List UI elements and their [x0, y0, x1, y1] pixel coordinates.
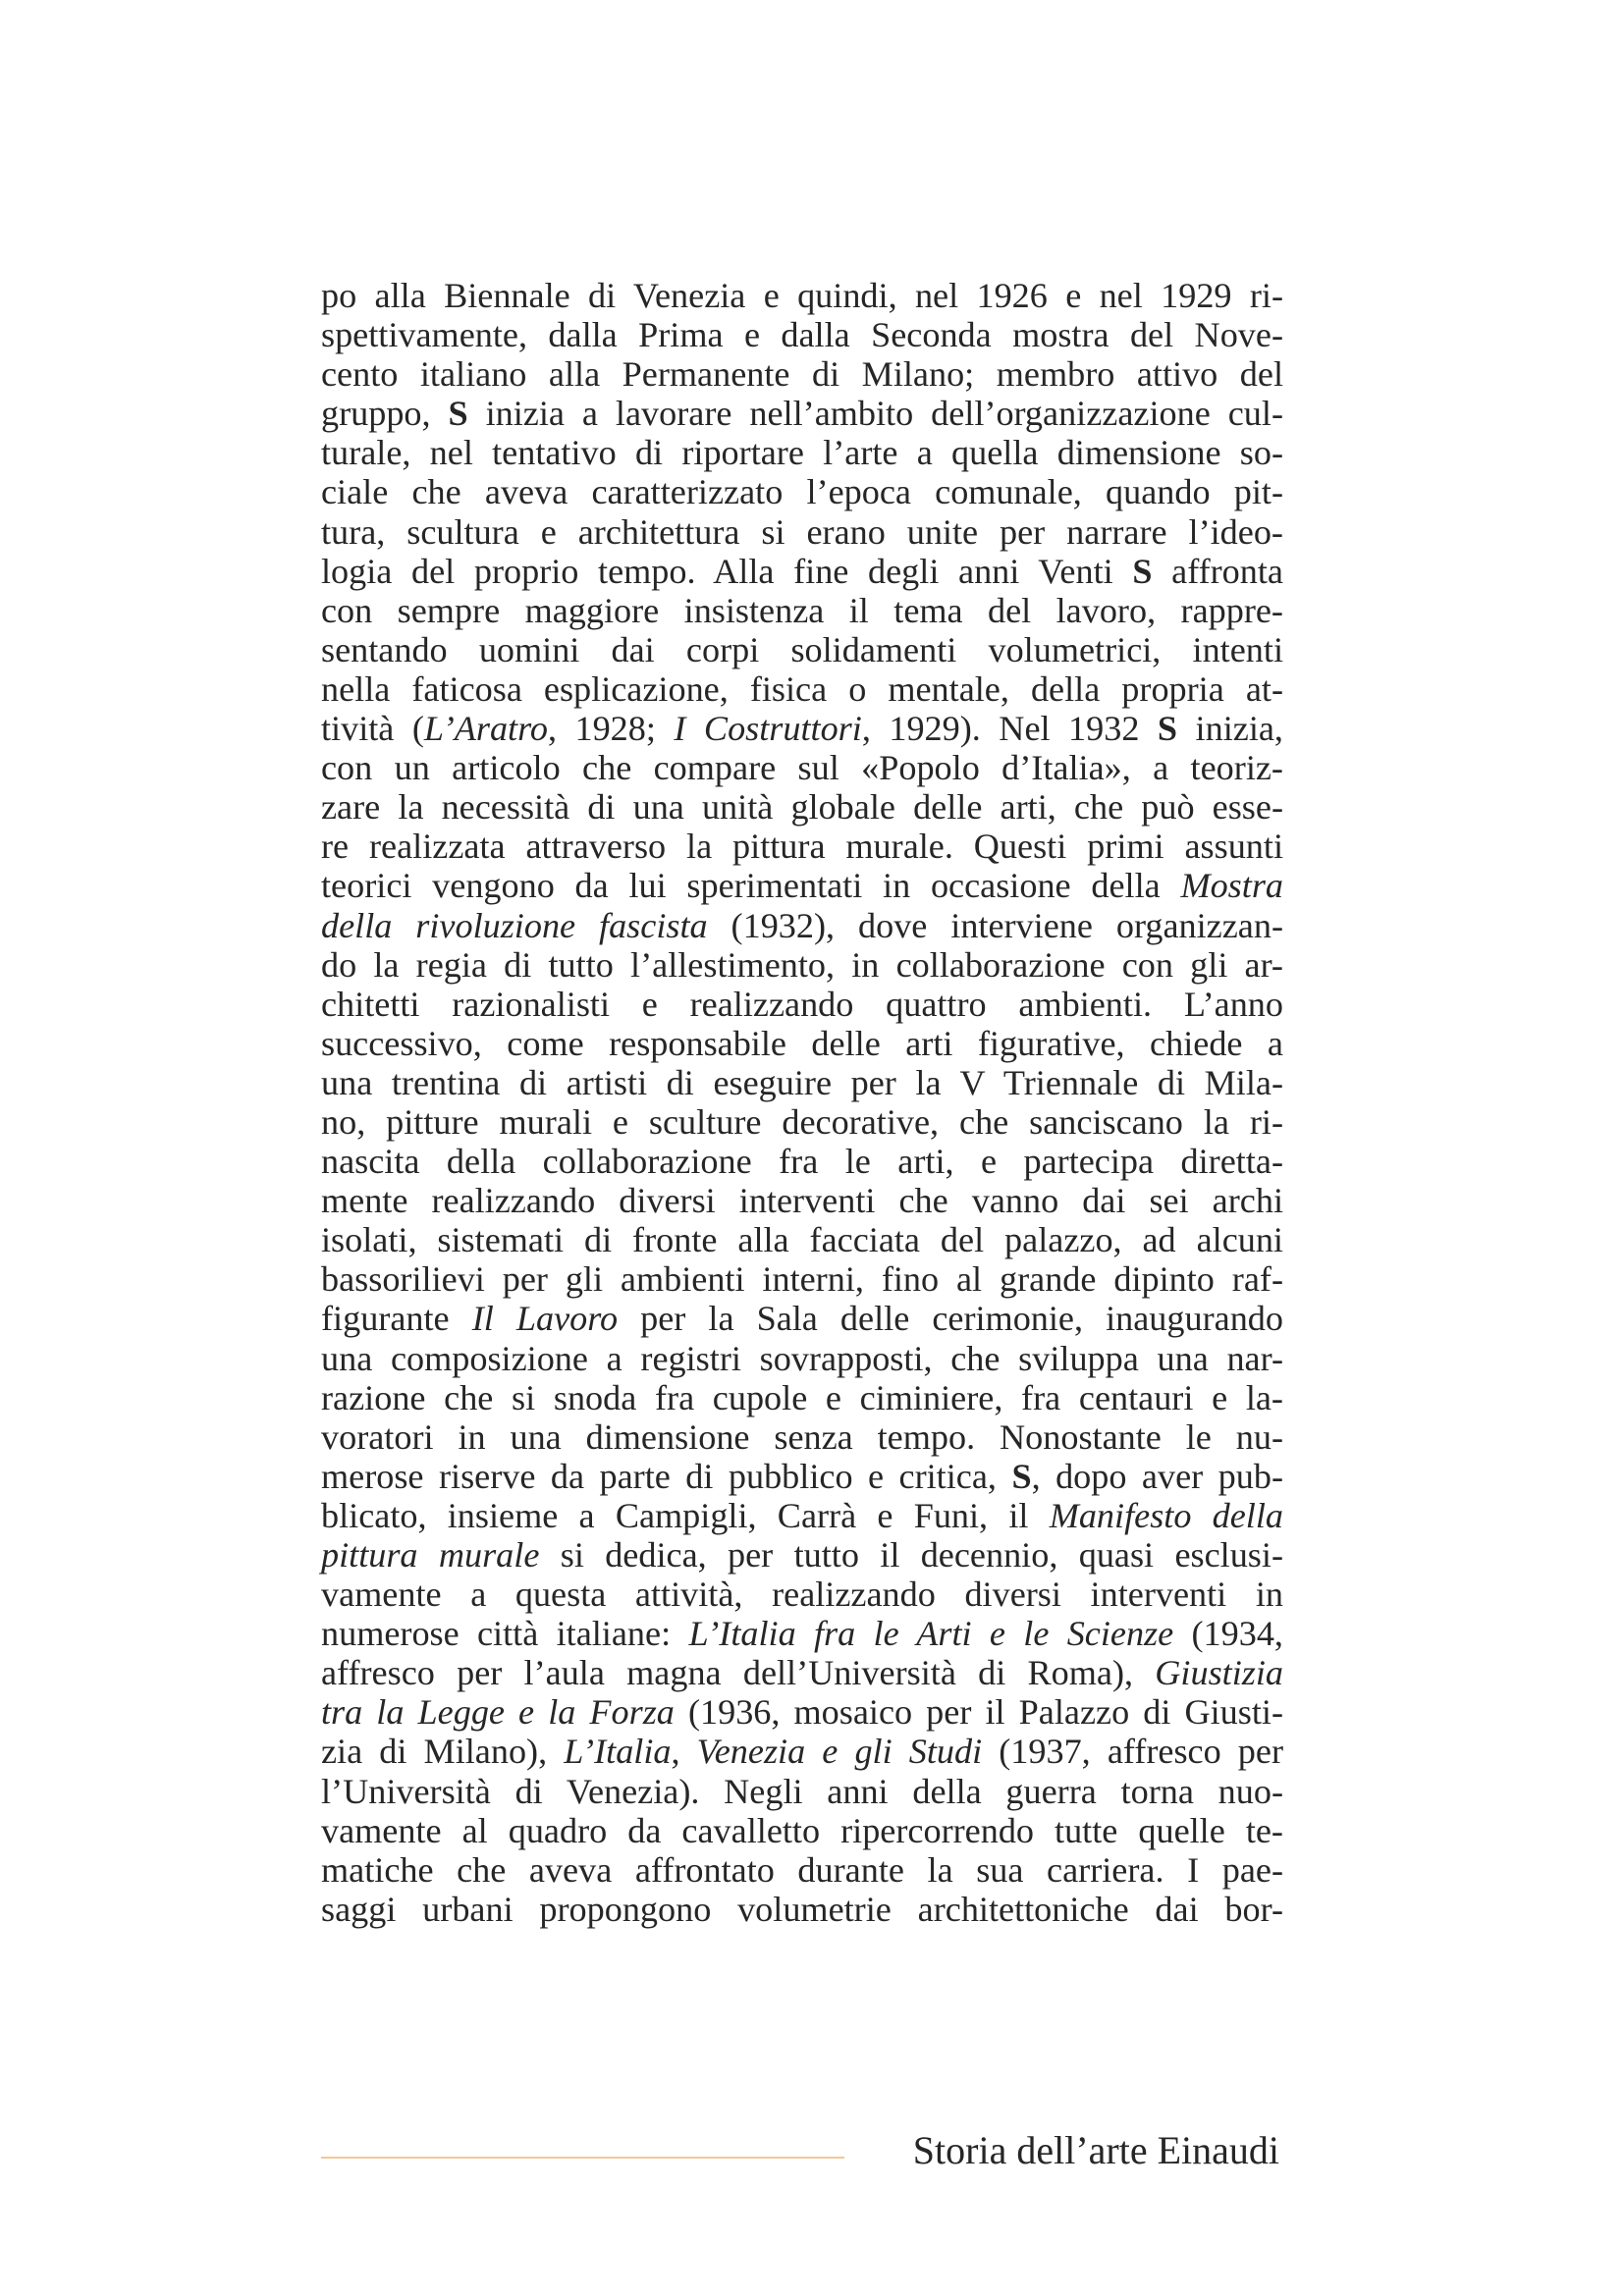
italic-title: della rivoluzione fascista [321, 905, 708, 945]
text-line [321, 1339, 1283, 1378]
text-line [321, 1417, 1283, 1457]
text-line [321, 1024, 1283, 1063]
text-run: una trentina di artisti di eseguire per la V Triennale di Mila- [321, 1062, 1283, 1102]
text-line [321, 1614, 1283, 1653]
footer-title: Storia dell’arte Einaudi [912, 2128, 1279, 2172]
text-run: no, pitture murali e sculture decorative, che sanciscano la ri- [321, 1101, 1283, 1142]
text-line [321, 1890, 1283, 1929]
text-run: figurante [321, 1299, 472, 1339]
text-run: tura, scultura e architettura si erano unite per narrare l’ideo- [321, 511, 1283, 552]
text-line [321, 1457, 1283, 1496]
italic-title: Giustizia [1155, 1653, 1283, 1693]
text-run: zare la necessità di una unità globale delle arti, che può esse- [321, 787, 1283, 828]
text-run: ciale che aveva caratterizzato l’epoca comunale, quando pit- [321, 472, 1283, 512]
text-run: , dopo aver pub- [1031, 1456, 1283, 1496]
text-line [321, 709, 1283, 748]
italic-title: pittura murale [321, 1535, 540, 1575]
text-line [321, 748, 1283, 787]
text-run: nascita della collaborazione fra le arti, e partecipa diretta- [321, 1142, 1283, 1182]
text-line [321, 945, 1283, 985]
text-line [321, 630, 1283, 669]
text-line [321, 1142, 1283, 1181]
text-line [321, 552, 1283, 591]
text-run: cento italiano alla Permanente di Milano; membro attivo del [321, 354, 1283, 395]
text-run: bassorilievi per gli ambienti interni, fino al grande dipinto raf- [321, 1259, 1283, 1300]
text-run: vamente al quadro da cavalletto ripercorrendo tutte quelle te- [321, 1810, 1283, 1850]
text-run: tività ( [321, 709, 424, 749]
text-run: vamente a questa attività, realizzando diversi interventi in [321, 1575, 1283, 1615]
text-line [321, 1653, 1283, 1692]
text-run: (1934, [1173, 1614, 1283, 1654]
text-run: , 1928; [547, 709, 675, 749]
text-run: re realizzata attraverso la pittura murale. Questi primi assunti [321, 827, 1283, 867]
text-run: , [671, 1732, 697, 1772]
text-line [321, 1850, 1283, 1890]
italic-title: L’Aratro [423, 709, 548, 749]
text-line [321, 433, 1283, 472]
italic-title: L’Italia [564, 1732, 672, 1772]
text-line [321, 827, 1283, 866]
text-run: spettivamente, dalla Prima e dalla Seconda mostra del Nove- [321, 315, 1283, 355]
text-line [321, 985, 1283, 1024]
italic-title: L’Italia fra le Arti e le Scienze [688, 1614, 1174, 1654]
bold-term: S [1132, 551, 1153, 591]
text-line [321, 591, 1283, 630]
text-line [321, 1732, 1283, 1771]
bold-term: S [1157, 709, 1178, 749]
text-line [321, 1692, 1283, 1732]
text-run: voratori in una dimensione senza tempo. Nonostante le nu- [321, 1416, 1283, 1457]
text-line [321, 1102, 1283, 1142]
text-line [321, 1772, 1283, 1811]
text-run: blicato, insieme a Campigli, Carrà e Funi, il [321, 1495, 1050, 1535]
text-run: sentando uomini dai corpi solidamenti volumetrici, intenti [321, 629, 1283, 669]
text-line [321, 669, 1283, 709]
text-line [321, 1220, 1283, 1259]
text-run: , 1929). Nel 1932 [861, 709, 1158, 749]
text-line [321, 315, 1283, 354]
text-run: per la Sala delle cerimonie, inaugurando [618, 1299, 1283, 1339]
text-run: successivo, come responsabile delle arti figurative, chiede a [321, 1023, 1283, 1063]
text-line [321, 394, 1283, 433]
text-line [321, 866, 1283, 905]
text-line [321, 906, 1283, 945]
text-run: affronta [1152, 551, 1283, 591]
text-run: mente realizzando diversi interventi che vanno dai sei archi [321, 1181, 1283, 1221]
body-text [321, 276, 1283, 1929]
text-run: do la regia di tutto l’allestimento, in collaborazione con gli ar- [321, 944, 1283, 985]
text-run: razione che si snoda fra cupole e ciminiere, fra centauri e la- [321, 1377, 1283, 1417]
text-run: chitetti razionalisti e realizzando quattro ambienti. L’anno [321, 984, 1283, 1024]
text-run: isolati, sistemati di fronte alla facciata del palazzo, ad alcuni [321, 1220, 1283, 1260]
text-run: logia del proprio tempo. Alla fine degli anni Venti [321, 551, 1133, 591]
text-run: po alla Biennale di Venezia e quindi, nel 1926 e nel 1929 ri- [321, 276, 1283, 315]
text-line [321, 472, 1283, 511]
text-run: turale, nel tentativo di riportare l’arte a quella dimensione so- [321, 433, 1283, 473]
italic-title: Mostra [1180, 866, 1283, 906]
text-line [321, 512, 1283, 552]
text-line [321, 1575, 1283, 1614]
text-line [321, 1181, 1283, 1220]
bold-term: S [448, 394, 468, 434]
italic-title: I Costruttori [674, 709, 862, 749]
text-run: (1936, mosaico per il Palazzo di Giusti- [674, 1692, 1283, 1733]
italic-title: Venezia e gli Studi [696, 1732, 983, 1772]
text-run: con sempre maggiore insistenza il tema del lavoro, rappre- [321, 590, 1283, 630]
text-line [321, 1535, 1283, 1575]
text-line [321, 787, 1283, 827]
text-line [321, 1299, 1283, 1338]
text-line [321, 1378, 1283, 1417]
text-run: con un articolo che compare sul «Popolo d’Italia», a teoriz- [321, 748, 1283, 788]
text-line [321, 1063, 1283, 1102]
text-run: numerose città italiane: [321, 1614, 689, 1654]
text-line [321, 354, 1283, 394]
text-run: (1937, affresco per [982, 1732, 1283, 1772]
text-run: matiche che aveva affrontato durante la sua carriera. I pae- [321, 1849, 1283, 1890]
text-run: si dedica, per tutto il decennio, quasi esclusi- [539, 1535, 1283, 1575]
text-run: saggi urbani propongono volumetrie architettoniche dai bor- [321, 1889, 1283, 1929]
text-run: nella faticosa esplicazione, fisica o mentale, della propria at- [321, 668, 1283, 709]
italic-title: tra la Legge e la Forza [321, 1692, 675, 1733]
text-run: teorici vengono da lui sperimentati in occasione della [321, 866, 1181, 906]
text-run: l’Università di Venezia). Negli anni della guerra torna nuo- [321, 1771, 1283, 1811]
text-run: merose riserve da parte di pubblico e critica, [321, 1456, 1012, 1496]
text-line [321, 1811, 1283, 1850]
text-run: (1932), dove interviene organizzan- [707, 905, 1284, 945]
text-line [321, 1259, 1283, 1299]
text-run: gruppo, [321, 394, 449, 434]
text-run: una composizione a registri sovrapposti, che sviluppa una nar- [321, 1338, 1283, 1378]
italic-title: Manifesto della [1049, 1495, 1284, 1535]
text-line [321, 276, 1283, 315]
text-run: zia di Milano), [321, 1732, 565, 1772]
text-run: inizia, [1177, 709, 1283, 749]
text-run: affresco per l’aula magna dell’Università di Roma), [321, 1653, 1156, 1693]
text-line [321, 1496, 1283, 1535]
bold-term: S [1011, 1456, 1032, 1496]
italic-title: Il Lavoro [471, 1299, 619, 1339]
text-run: inizia a lavorare nell’ambito dell’organizzazione cul- [467, 394, 1283, 434]
